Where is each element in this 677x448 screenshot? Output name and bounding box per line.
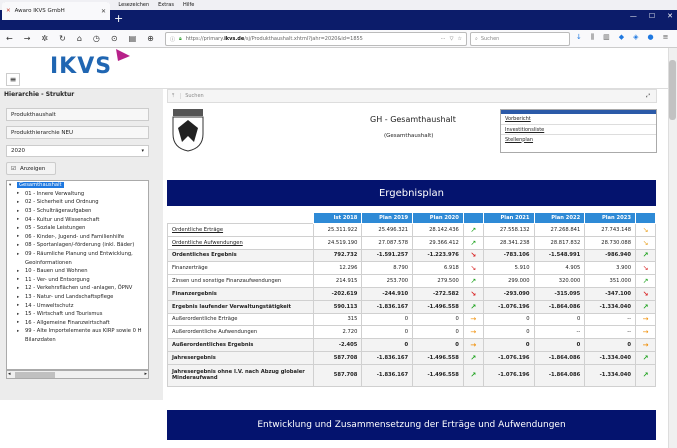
tree-item[interactable] — [7, 336, 148, 345]
trend-arrow-icon: ↗ — [636, 249, 656, 262]
cell-plan-2020: 6.918 — [413, 262, 464, 275]
content-search-input[interactable]: Suchen — [180, 93, 560, 99]
table-row — [168, 326, 656, 339]
table-row — [168, 249, 656, 262]
toolbar-icons — [576, 33, 669, 42]
trend-arrow-icon: ↗ — [463, 275, 483, 288]
cell-ist-2018: -2.405 — [314, 339, 362, 352]
menu-bookmarks[interactable]: Lesezeichen — [118, 2, 150, 8]
lock-icon: 🔒︎ — [179, 36, 182, 42]
tree-item-label[interactable]: 13 - Natur- und Landschaftspflege — [25, 294, 114, 301]
back-icon[interactable]: ← — [6, 34, 13, 43]
expand-icon[interactable]: ▸ — [17, 217, 20, 223]
cell-ist-2018: 587.708 — [314, 364, 362, 386]
cell-ist-2018: 587.708 — [314, 351, 362, 364]
cell-plan-2022: -1.864.086 — [534, 300, 585, 313]
col-plan-2022: Plan 2022 — [534, 213, 585, 224]
cell-plan-2022: -- — [534, 326, 585, 339]
cell-plan-2020: 0 — [413, 313, 464, 326]
trend-arrow-icon: ↘ — [636, 236, 656, 249]
library-icon[interactable]: ⫼ — [590, 33, 595, 41]
trend-arrow-icon: ↗ — [463, 300, 483, 313]
cell-plan-2023: -1.334.040 — [585, 300, 636, 313]
cell-plan-2023: -- — [585, 313, 636, 326]
tree-item-label[interactable]: 02 - Sicherheit und Ordnung — [25, 199, 99, 206]
close-window-icon[interactable]: ✕ — [667, 12, 673, 20]
cell-plan-2021: 27.558.132 — [483, 224, 534, 237]
trend-arrow-icon: ↘ — [463, 287, 483, 300]
tree-scrollbar-thumb[interactable] — [15, 372, 55, 378]
tree-item[interactable] — [7, 258, 148, 267]
table-row — [168, 236, 656, 249]
tree-item[interactable] — [7, 301, 148, 310]
tree-item[interactable] — [7, 190, 148, 199]
hierarchy-title: Hierarchie - Struktur — [4, 91, 75, 98]
trend-arrow-icon: → — [636, 326, 656, 339]
row-label: Finanzergebnis — [168, 287, 314, 300]
minimize-icon[interactable]: — — [629, 12, 637, 20]
table-row — [168, 287, 656, 300]
report-links — [500, 109, 657, 153]
expand-icon[interactable]: ▸ — [17, 225, 20, 231]
col-trend-2 — [636, 213, 656, 224]
cell-plan-2022: 27.268.841 — [534, 224, 585, 237]
table-row — [168, 300, 656, 313]
row-label: Jahresergebnis ohne I.V. nach Abzug globaler Minderaufwand — [168, 364, 314, 386]
year-select[interactable] — [6, 145, 149, 157]
cell-plan-2019: -1.836.167 — [362, 300, 413, 313]
cell-plan-2021: 0 — [483, 339, 534, 352]
cell-plan-2020: 29.366.412 — [413, 236, 464, 249]
tree-item[interactable] — [7, 284, 148, 293]
expand-icon[interactable]: ▸ — [17, 199, 20, 205]
tree-item-label[interactable]: Geoinformationen — [25, 259, 72, 266]
cell-plan-2020: -1.496.558 — [413, 300, 464, 313]
browser-search-input[interactable] — [470, 32, 570, 46]
coat-of-arms-icon — [170, 108, 206, 152]
print-icon[interactable]: ▤ — [128, 34, 137, 43]
tree-item-label[interactable]: 04 - Kultur und Wissenschaft — [25, 216, 100, 223]
browser-tab[interactable] — [2, 2, 110, 20]
sort-icon[interactable]: ⤒ — [172, 93, 175, 99]
expand-icon[interactable]: ▸ — [17, 294, 20, 300]
cell-plan-2023: -- — [585, 326, 636, 339]
product-budget-field[interactable]: Produkthaushalt — [6, 108, 149, 121]
zoom-icon[interactable]: ⊕ — [147, 34, 154, 43]
cell-plan-2019: 0 — [362, 326, 413, 339]
cell-plan-2023: -1.334.040 — [585, 351, 636, 364]
url-bar[interactable] — [165, 32, 467, 46]
cell-plan-2021: 0 — [483, 326, 534, 339]
settings-gear-icon[interactable]: ✲ — [41, 34, 49, 43]
cell-plan-2022: 28.817.832 — [534, 236, 585, 249]
shield-icon[interactable]: ◈ — [633, 33, 639, 41]
tree-item[interactable] — [7, 233, 148, 242]
table-row — [168, 224, 656, 237]
cell-plan-2023: -347.100 — [585, 287, 636, 300]
tree-item[interactable] — [7, 293, 148, 302]
cell-ist-2018: 12.296 — [314, 262, 362, 275]
cell-ist-2018: -202.619 — [314, 287, 362, 300]
cell-plan-2019: 0 — [362, 339, 413, 352]
cell-plan-2022: -1.864.086 — [534, 364, 585, 386]
expand-icon[interactable]: ▸ — [17, 277, 20, 283]
row-label: Finanzerträge — [168, 262, 314, 275]
cell-plan-2022: 0 — [534, 339, 585, 352]
scroll-left-icon[interactable]: ◂ — [8, 371, 11, 377]
table-row — [168, 262, 656, 275]
page-scrollbar-thumb[interactable] — [669, 60, 676, 120]
tree-item[interactable] — [7, 327, 148, 336]
cell-plan-2022: -1.864.086 — [534, 351, 585, 364]
row-label[interactable]: Ordentliche Aufwendungen — [168, 236, 314, 249]
link-investitionsliste[interactable]: Investitionsliste — [501, 124, 656, 134]
col-plan-2019: Plan 2019 — [362, 213, 413, 224]
cell-ist-2018: 315 — [314, 313, 362, 326]
tree-horizontal-scrollbar[interactable] — [6, 370, 149, 379]
cell-plan-2023: 351.000 — [585, 275, 636, 288]
cell-plan-2019: 8.790 — [362, 262, 413, 275]
trend-arrow-icon: → — [463, 313, 483, 326]
cell-plan-2023: 28.730.088 — [585, 236, 636, 249]
cell-plan-2019: 25.496.321 — [362, 224, 413, 237]
bookmark-star-icon[interactable]: ☆ — [457, 36, 462, 42]
show-button[interactable] — [6, 162, 56, 175]
cell-plan-2019: 27.087.578 — [362, 236, 413, 249]
trend-arrow-icon: → — [463, 339, 483, 352]
history-icon[interactable]: ◷ — [92, 34, 100, 43]
trend-arrow-icon: ↘ — [463, 262, 483, 275]
cell-plan-2022: 4.905 — [534, 262, 585, 275]
tree-item[interactable] — [7, 215, 148, 224]
tree-item-label[interactable]: 03 - Schulträgeraufgaben — [25, 208, 92, 215]
cell-plan-2020: -1.496.558 — [413, 351, 464, 364]
trend-arrow-icon: ↗ — [636, 300, 656, 313]
trend-arrow-icon: ↗ — [463, 236, 483, 249]
table-row — [168, 275, 656, 288]
year-value: 2020 — [11, 148, 25, 154]
cell-ist-2018: 25.311.922 — [314, 224, 362, 237]
cell-plan-2023: -1.334.040 — [585, 364, 636, 386]
cell-plan-2023: 3.900 — [585, 262, 636, 275]
trend-arrow-icon: ↘ — [636, 287, 656, 300]
cell-plan-2019: 253.700 — [362, 275, 413, 288]
tree-item[interactable] — [7, 250, 148, 259]
cell-plan-2023: 27.743.148 — [585, 224, 636, 237]
table-row — [168, 313, 656, 326]
tree-item[interactable] — [7, 310, 148, 319]
table-row — [168, 364, 656, 386]
trend-arrow-icon: ↗ — [463, 351, 483, 364]
cell-plan-2020: 0 — [413, 339, 464, 352]
new-tab-button[interactable]: + — [114, 12, 124, 25]
search-icon: ⌕ — [475, 36, 478, 42]
cell-plan-2019: -1.836.167 — [362, 351, 413, 364]
table-row — [168, 351, 656, 364]
col-ist-2018: Ist 2018 — [314, 213, 362, 224]
more-actions-icon[interactable]: ⋯ — [440, 36, 446, 42]
tree-item-label[interactable]: 14 - Umweltschutz — [25, 302, 74, 309]
forward-icon[interactable]: → — [23, 34, 31, 43]
cell-plan-2021: 0 — [483, 313, 534, 326]
tree-item[interactable] — [7, 207, 148, 216]
reload-icon[interactable]: ↻ — [59, 34, 66, 43]
tree-item-label[interactable]: 11 - Ver- und Entsorgung — [25, 276, 90, 283]
expand-icon[interactable]: ▸ — [17, 303, 20, 309]
expand-icon[interactable]: ▸ — [17, 311, 20, 317]
cell-plan-2022: 0 — [534, 313, 585, 326]
cell-ist-2018: 2.720 — [314, 326, 362, 339]
cell-plan-2021: -1.076.196 — [483, 351, 534, 364]
expand-icon[interactable]: ▸ — [17, 191, 20, 197]
tree-item[interactable] — [7, 267, 148, 276]
cell-plan-2021: -783.106 — [483, 249, 534, 262]
ergebnisplan-banner: Ergebnisplan — [167, 180, 656, 206]
cell-plan-2021: -1.076.196 — [483, 300, 534, 313]
expand-icon[interactable]: ▸ — [17, 328, 20, 334]
expand-open-icon[interactable]: ▾ — [9, 182, 12, 188]
tree-item-label[interactable]: 08 - Sportanlagen/-förderung (inkl. Bäder) — [25, 242, 135, 249]
tree-item-label[interactable]: 01 - Innere Verwaltung — [25, 190, 85, 197]
cell-ist-2018: 590.113 — [314, 300, 362, 313]
close-tab-icon[interactable]: ✕ — [100, 7, 106, 15]
maximize-icon[interactable]: ☐ — [648, 12, 656, 20]
expand-icon[interactable]: ▸ — [17, 320, 20, 326]
extension-icon[interactable]: ● — [647, 33, 654, 41]
cell-plan-2019: -244.910 — [362, 287, 413, 300]
trend-arrow-icon: → — [636, 339, 656, 352]
col-trend-1 — [463, 213, 483, 224]
tree-item-label[interactable]: 09 - Räumliche Planung und Entwicklung, — [25, 251, 133, 258]
fullscreen-icon[interactable]: ⤢ — [645, 93, 650, 99]
download-icon[interactable]: ↓ — [576, 33, 582, 41]
trend-arrow-icon: ↗ — [636, 364, 656, 386]
ikvs-logo: IKVS — [50, 54, 130, 79]
tree-item-label[interactable]: 06 - Kinder-, Jugend- und Familienhilfe — [25, 233, 125, 240]
trend-arrow-icon: ↘ — [636, 262, 656, 275]
row-label: Ordentliches Ergebnis — [168, 249, 314, 262]
trend-arrow-icon: ↗ — [463, 224, 483, 237]
cell-plan-2020: 279.500 — [413, 275, 464, 288]
tree-item-label[interactable]: 12 - Verkehrsflächen und -anlagen, ÖPNV — [25, 285, 133, 292]
home-icon[interactable]: ⌂ — [76, 34, 82, 43]
tree-root[interactable] — [7, 181, 148, 190]
tree-item[interactable] — [7, 198, 148, 207]
row-label: Außerordentliche Aufwendungen — [168, 326, 314, 339]
expand-icon[interactable]: ▸ — [17, 285, 20, 291]
row-label: Ergebnis laufender Verwaltungstätigkeit — [168, 300, 314, 313]
checkbox-icon: ☑ — [11, 165, 16, 172]
report-subtitle: (Gesamthaushalt) — [384, 133, 434, 139]
cell-plan-2020: -1.496.558 — [413, 364, 464, 386]
expand-icon[interactable]: ▸ — [17, 251, 20, 257]
cell-plan-2021: 299.000 — [483, 275, 534, 288]
tree-item-label[interactable]: 05 - Soziale Leistungen — [25, 225, 86, 232]
col-plan-2023: Plan 2023 — [585, 213, 636, 224]
trend-arrow-icon: ↗ — [463, 364, 483, 386]
menu-icon[interactable]: ≡ — [662, 33, 669, 41]
cell-plan-2019: 0 — [362, 313, 413, 326]
tree-item-label[interactable]: Bilanzdaten — [25, 336, 56, 343]
cell-plan-2020: 0 — [413, 326, 464, 339]
col-plan-2021: Plan 2021 — [483, 213, 534, 224]
window-controls — [630, 12, 673, 20]
cell-plan-2023: 0 — [585, 339, 636, 352]
expand-icon[interactable]: ▸ — [17, 242, 20, 248]
result-table — [167, 212, 656, 387]
cell-plan-2019: -1.836.167 — [362, 364, 413, 386]
link-stellenplan[interactable]: Stellenplan — [501, 134, 656, 144]
cell-plan-2022: -315.095 — [534, 287, 585, 300]
chevron-down-icon: ▾ — [141, 148, 144, 154]
trend-arrow-icon: → — [463, 326, 483, 339]
row-label: Zinsen und sonstige Finanzaufwendungen — [168, 275, 314, 288]
tree-item[interactable] — [7, 319, 148, 328]
tab-title: Awaro IKVS GmbH — [14, 8, 65, 14]
tree-item-label[interactable]: 99 - Alte Importelemente aus KIRP sowie 0 H — [25, 328, 142, 335]
cell-plan-2021: -293.090 — [483, 287, 534, 300]
row-label: Außerordentliches Ergebnis — [168, 339, 314, 352]
scroll-right-icon[interactable]: ▸ — [144, 371, 147, 377]
row-label[interactable]: Ordentliche Erträge — [168, 224, 314, 237]
tree-items — [7, 190, 148, 345]
trend-arrow-icon: → — [636, 313, 656, 326]
col-plan-2020: Plan 2020 — [413, 213, 464, 224]
tree-item[interactable] — [7, 224, 148, 233]
cell-ist-2018: 792.732 — [314, 249, 362, 262]
tree-item-label[interactable]: 15 - Wirtschaft und Tourismus — [25, 311, 103, 318]
cell-plan-2022: -1.548.991 — [534, 249, 585, 262]
table-row — [168, 339, 656, 352]
table-body — [168, 224, 656, 387]
trend-arrow-icon: ↗ — [636, 351, 656, 364]
cell-plan-2020: -1.223.976 — [413, 249, 464, 262]
product-hierarchy-field[interactable]: Produkthierarchie NEU — [6, 126, 149, 139]
link-vorbericht[interactable]: Vorbericht — [505, 116, 531, 122]
browser-search-placeholder: Suchen — [480, 36, 500, 42]
cell-plan-2022: 320.000 — [534, 275, 585, 288]
cell-plan-2021: 5.910 — [483, 262, 534, 275]
tree-item[interactable] — [7, 241, 148, 250]
sidebar-icon[interactable]: ▥ — [603, 33, 610, 41]
menu-tools[interactable]: Extras — [158, 2, 174, 8]
table-header-empty — [168, 213, 314, 224]
report-title: GH - Gesamthaushalt — [370, 115, 456, 124]
table-header-row — [168, 213, 656, 224]
cell-plan-2021: 28.341.238 — [483, 236, 534, 249]
info-icon[interactable]: ⓘ — [170, 36, 176, 43]
trend-arrow-icon: ↗ — [636, 275, 656, 288]
cell-plan-2021: -1.076.196 — [483, 364, 534, 386]
cell-plan-2020: -272.582 — [413, 287, 464, 300]
cell-plan-2019: -1.591.257 — [362, 249, 413, 262]
cell-ist-2018: 214.915 — [314, 275, 362, 288]
tree-root-label[interactable]: Gesamthaushalt — [19, 182, 62, 189]
content-search-bar — [167, 89, 657, 103]
addon-icon[interactable]: ◆ — [618, 33, 625, 41]
show-button-label: Anzeigen — [19, 165, 46, 172]
row-label: Jahresergebnis — [168, 351, 314, 364]
url-text: https://primary.ikvs.de/sj/Produkthaushalt.xhtml?jahr=2020&id=1855 — [185, 36, 363, 42]
hierarchy-tree[interactable] — [6, 180, 149, 370]
expand-icon[interactable]: ▸ — [17, 234, 20, 240]
hamburger-menu-icon[interactable]: ≡ — [6, 73, 20, 86]
trend-arrow-icon: ↘ — [636, 224, 656, 237]
expand-icon[interactable]: ▸ — [17, 268, 20, 274]
expand-icon[interactable]: ▸ — [17, 208, 20, 214]
screenshot-icon[interactable]: ⊙ — [110, 34, 118, 43]
entwicklung-banner: Entwicklung und Zusammensetzung der Erträge und Aufwendungen — [167, 410, 656, 440]
row-label: Außerordentliche Erträge — [168, 313, 314, 326]
pocket-icon[interactable]: ▽ — [449, 36, 454, 42]
result-table-wrapper — [167, 212, 656, 387]
tree-item-label[interactable]: 16 - Allgemeine Finanzwirtschaft — [25, 319, 110, 326]
cell-plan-2020: 28.142.436 — [413, 224, 464, 237]
trend-arrow-icon: ↘ — [463, 249, 483, 262]
tree-item-label[interactable]: 10 - Bauen und Wohnen — [25, 268, 88, 275]
menu-help[interactable]: Hilfe — [182, 2, 195, 8]
cell-ist-2018: 24.519.190 — [314, 236, 362, 249]
tree-item[interactable] — [7, 276, 148, 285]
cell-plan-2023: -986.940 — [585, 249, 636, 262]
favicon-icon: ✕ — [6, 8, 11, 14]
